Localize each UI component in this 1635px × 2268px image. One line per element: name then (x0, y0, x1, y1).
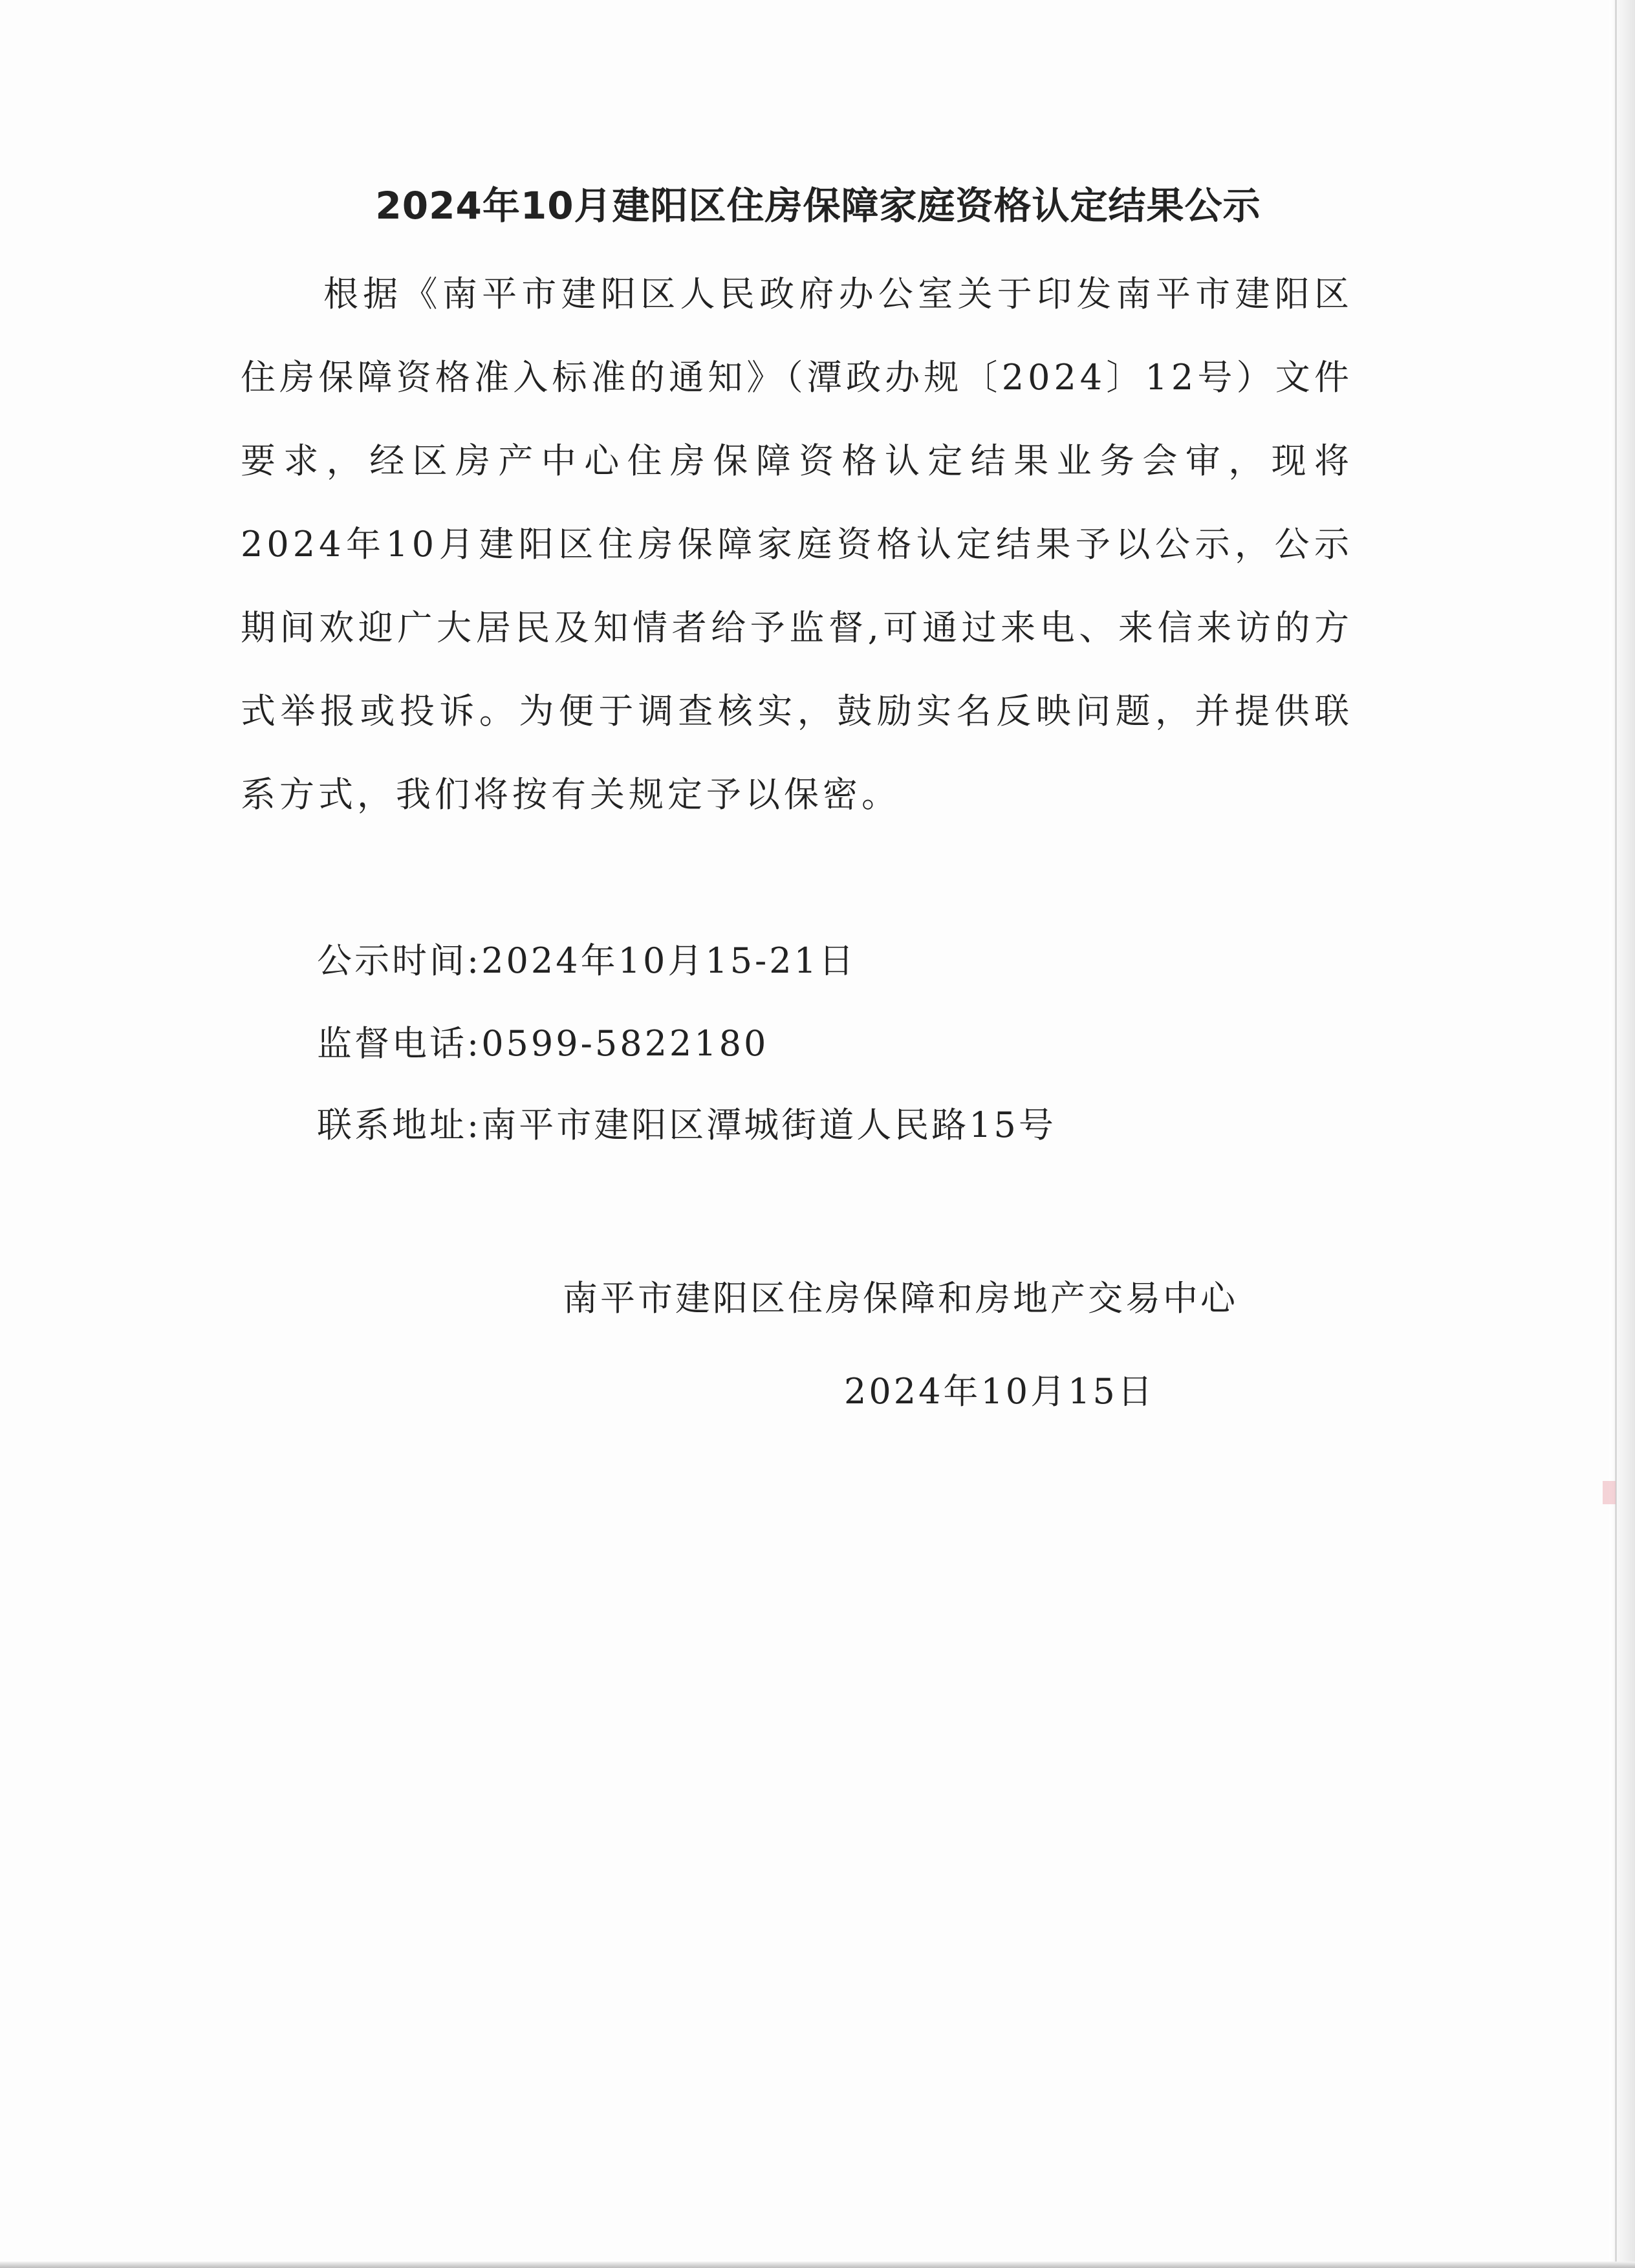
contact-address-line: 联系地址:南平市建阳区潭城街道人民路15号 (317, 1105, 1056, 1145)
scan-mark (1603, 1481, 1616, 1504)
document-title: 2024年10月建阳区住房保障家庭资格认定结果公示 (375, 184, 1261, 228)
notice-body-paragraph: 根据《南平市建阳区人民政府办公室关于印发南平市建阳区住房保障资格准入标准的通知》（潭政办规〔2024〕12号）文件要求，经区房产中心住房保障资格认定结果业务会审，现将2024年10月建阳区住房保障家庭资格认定结果予以公示，公示期间欢迎广大居民及知情者给予监督,可通过来电、来信来访的方式举报或投诉。为便于调查核实，鼓励实名反映问题，并提供联系方式，我们将按有关规定予以保密。 (241, 274, 1353, 815)
scan-bottom-edge (0, 2262, 1635, 2268)
issue-date: 2024年10月15日 (844, 1371, 1155, 1412)
issuing-organization: 南平市建阳区住房保障和房地产交易中心 (563, 1278, 1238, 1319)
scan-edge-line (1615, 0, 1617, 2268)
scan-edge-shadow (1609, 0, 1635, 2268)
notice-period-line: 公示时间:2024年10月15-21日 (317, 940, 857, 981)
supervision-phone-line: 监督电话:0599-5822180 (317, 1023, 769, 1064)
